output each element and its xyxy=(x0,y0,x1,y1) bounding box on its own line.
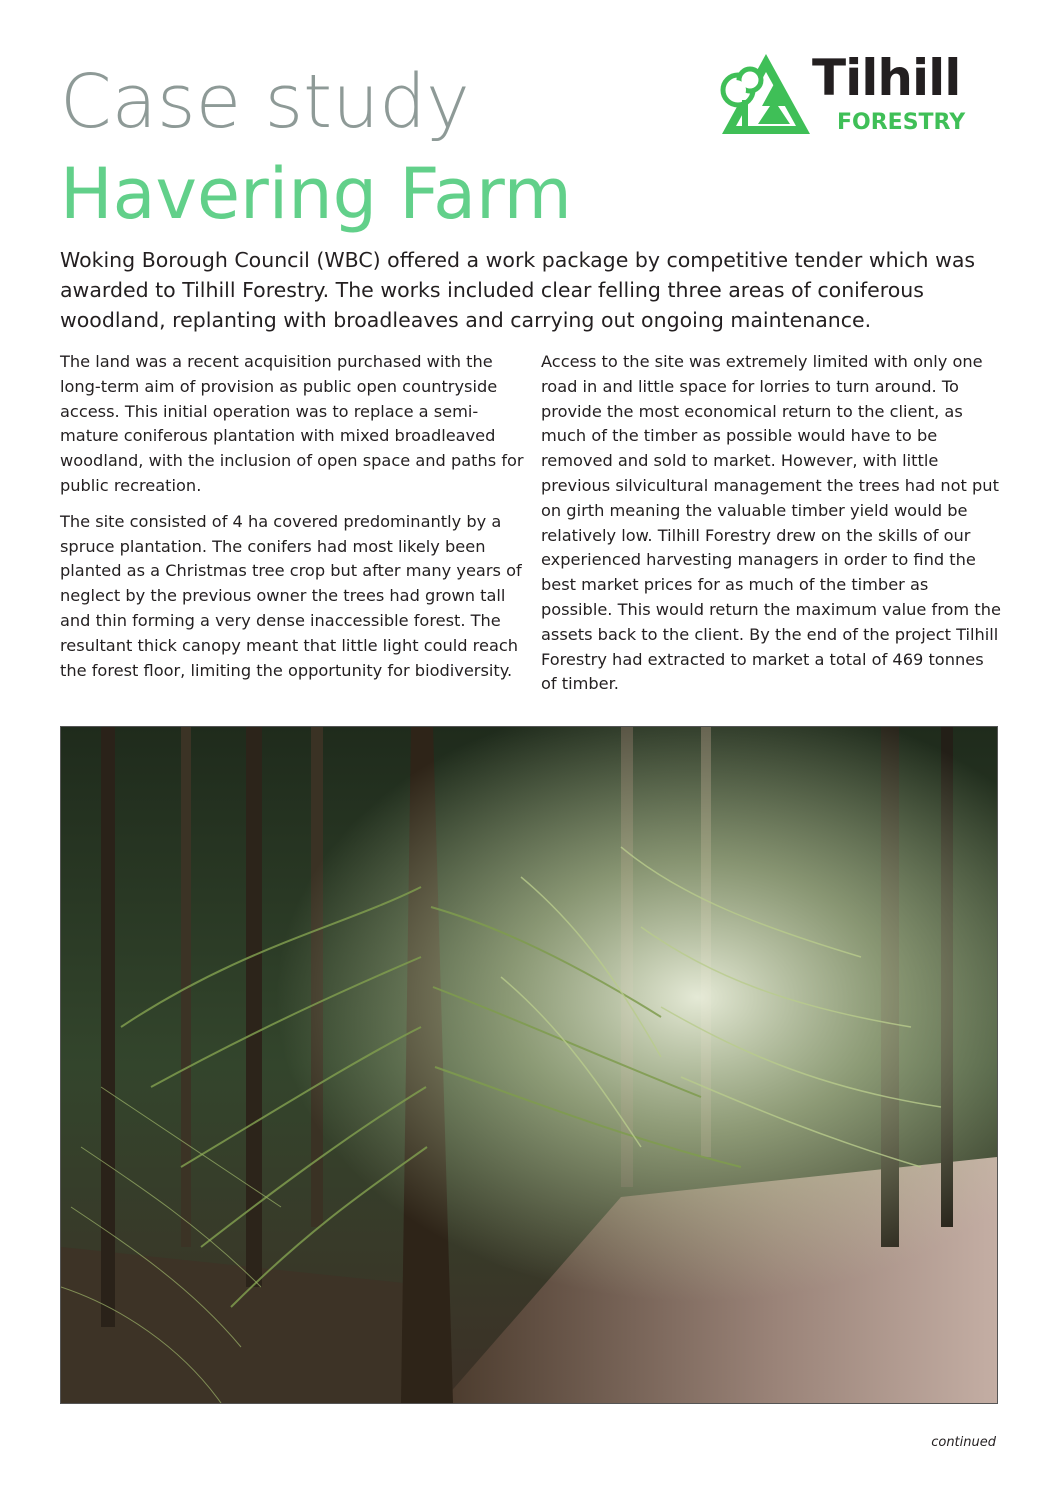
intro-paragraph: Woking Borough Council (WBC) offered a work package by competitive tender which was awarded to Tilhill Forestry. The works included clear felling three areas of coniferous woodland, replanting with broadleaves and carrying out ongoing maintenance. xyxy=(60,248,976,332)
logo-subtitle: FORESTRY xyxy=(837,110,966,135)
page-title: Case study xyxy=(60,59,470,145)
logo-wordmark: Tilhill xyxy=(812,49,961,107)
tilhill-logo xyxy=(716,48,1006,144)
forest-photo-illustration xyxy=(61,727,997,1403)
tree-triangle-logo-icon xyxy=(716,50,814,136)
body-paragraph: The site consisted of 4 ha covered predominantly by a spruce plantation. The conifers had most likely been planted as a Christmas tree crop but after many years of neglect by the previous owner the trees had grown tall and thin forming a very dense inaccessible forest. The resultant thick canopy meant that little light could reach the forest floor, limiting the opportunity for biodiversity. xyxy=(60,511,522,680)
page-subtitle: Havering Farm xyxy=(60,153,572,235)
body-column-right xyxy=(541,350,1003,708)
body-paragraph: Access to the site was extremely limited with only one road in and little space for lorries to turn around. To provide the most economical return to the client, as much of the timber as possible would have to be removed and sold to market. However, with little previous silvicultural management the trees had not put on girth meaning the valuable timber yield would be relatively low. Tilhill Forestry drew on the skills of our experienced harvesting managers in order to find the best market prices for as much of the timber as possible. This would return the maximum value from the assets back to the client. By the end of the project Tilhill Forestry had extracted to market a total of 469 tonnes of timber. xyxy=(541,352,1001,694)
forest-photo xyxy=(60,726,998,1404)
body-column-left xyxy=(60,350,526,694)
body-paragraph: The land was a recent acquisition purchased with the long-term aim of provision as public open countryside access. This initial operation was to replace a semi-mature coniferous plantation with mixed broadleaved woodland, with the inclusion of open space and paths for public recreation. xyxy=(60,352,524,495)
continued-note: continued xyxy=(931,1435,996,1450)
